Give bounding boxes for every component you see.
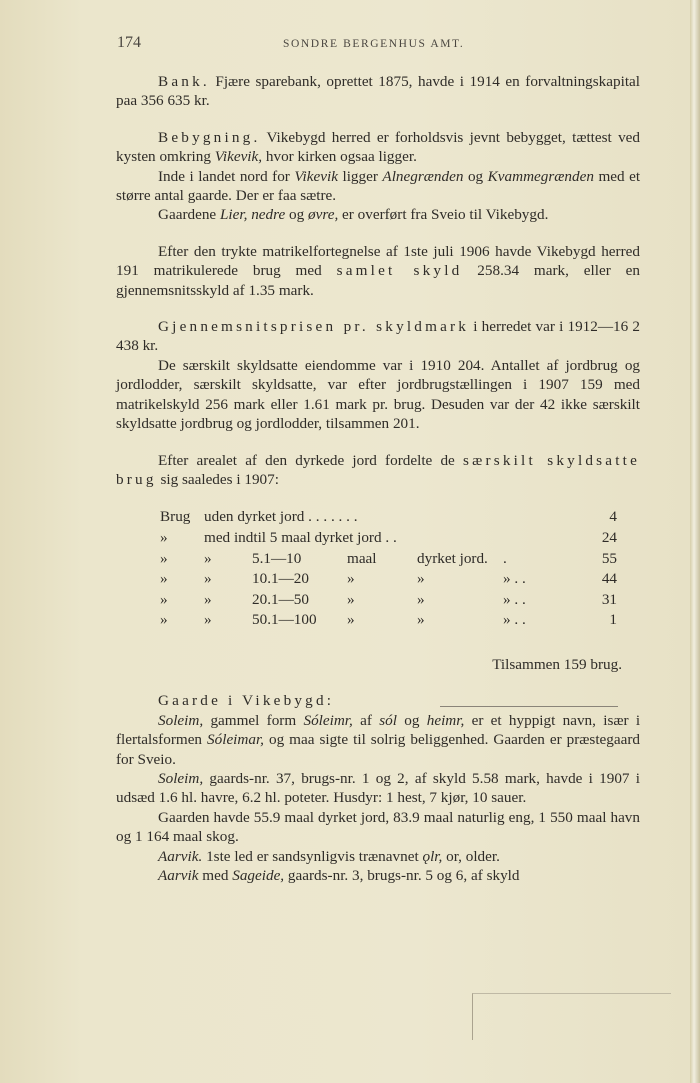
paragraph-aarvik-name: Aarvik. 1ste led er sandsynligvis trænavnet ǫlr, or, older. <box>158 847 500 865</box>
paragraph-price: Gjennemsnitsprisen pr. skyldmark i herredet var i 1912—16 2 438 kr. <box>116 318 640 355</box>
paragraph-soleim-name: Soleim, gammel form Sóleimr, af sól og heimr, er et hyppigt navn, især i flertalsformen Sóleimar, og maa sigte til solrig beliggenhed. Gaarden er præstegaard for Sveio. <box>116 711 641 768</box>
total-rule <box>440 706 618 707</box>
body-text <box>116 72 640 885</box>
page-corner-mark <box>472 993 671 1040</box>
page-header <box>0 34 690 56</box>
paragraph-bebygning-3: Gaardene Lier, nedre og øvre, er overført fra Sveio til Vikebygd. <box>158 206 549 224</box>
paragraph-bank: Bank. Fjære sparebank, oprettet 1875, havde i 1914 en forvaltningskapital paa 356 635 kr. <box>116 73 641 110</box>
table-row: » » 20.1—50 » » » . . 31 <box>160 590 617 608</box>
table-row: » » 50.1—100 » » » . . 1 <box>160 611 617 629</box>
page-number: 174 <box>117 34 141 51</box>
page-edge <box>690 0 700 1083</box>
paragraph-soleim-area: Gaarden havde 55.9 maal dyrket jord, 83.9 maal naturlig eng, 1 550 maal havn og 1 164 maal skog. <box>116 808 640 846</box>
table-row: Brug uden dyrket jord . . . . . . . 4 <box>160 508 617 526</box>
section-label-bebygning: Bebygning. <box>158 128 261 146</box>
gaarde-heading: Gaarde i Vikebygd: <box>158 692 335 710</box>
paragraph-aarvik-farm: Aarvik med Sageide, gaards-nr. 3, brugs-nr. 5 og 6, af skyld <box>158 866 520 884</box>
running-title: SONDRE BERGENHUS AMT. <box>283 38 465 50</box>
table-row: » » 10.1—20 » » » . . 44 <box>160 570 617 588</box>
paragraph-bebygning: Bebygning. Vikebygd herred er forholdsvis jevnt bebygget, tættest ved kysten omkring Vikevik, hvor kirken ogsaa ligger. <box>116 128 640 166</box>
paragraph-soleim-farm: Soleim, gaards-nr. 37, brugs-nr. 1 og 2, af skyld 5.58 mark, havde i 1907 i udsæd 1.6 hl. havre, 6.2 hl. poteter. Husdyr: 1 hest, 7 kjør, 10 sauer. <box>116 769 641 807</box>
paragraph-eiendomme: De særskilt skyldsatte eiendomme var i 1910 204. Antallet af jordbrug og jordlodder, særskilt skyldsatte, var efter jordbrugstællingen i 1907 159 med matrikelskyld 256 mark eller 1.61 mark pr. brug. Desuden var der 42 ikke særskilt skyldsatte jordbrug og jordlodder, tilsammen 201. <box>116 356 640 433</box>
table-row: » » 5.1—10 maal dyrket jord. . 55 <box>160 549 617 567</box>
section-label-bank: Bank. <box>158 73 210 90</box>
table-total: Tilsammen 159 brug. <box>492 655 622 673</box>
distribution-table <box>160 507 617 631</box>
paragraph-bebygning-2: Inde i landet nord for Vikevik ligger Alnegrænden og Kvammegrænden med et større antal gaarde. Der er faa sætre. <box>116 167 641 205</box>
paragraph-matrikel: Efter den trykte matrikelfortegnelse af 1ste juli 1906 havde Vikebygd herred 191 matrikulerede brug med samlet skyld 258.34 mark, eller en gjennemsnitsskyld af 1.35 mark. <box>116 242 640 299</box>
table-row: » med indtil 5 maal dyrket jord . . 24 <box>160 528 617 546</box>
paragraph-distribution: Efter arealet af den dyrkede jord fordelte de særskilt skyldsatte brug sig saaledes i 1907: <box>116 451 641 488</box>
